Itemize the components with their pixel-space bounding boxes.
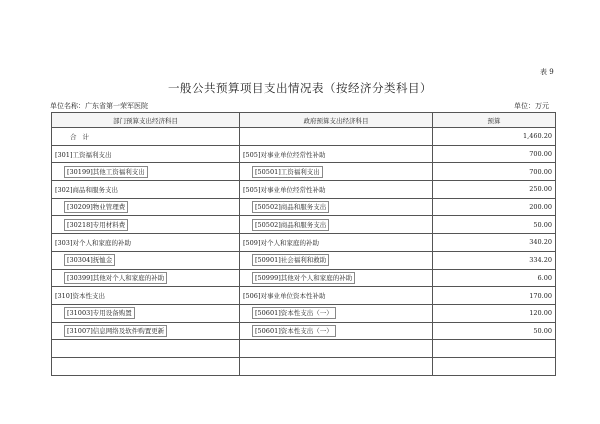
table-row xyxy=(52,322,556,340)
dept-subject xyxy=(52,198,240,216)
gov-subject xyxy=(240,322,433,340)
table-row xyxy=(52,304,556,322)
empty-row xyxy=(52,340,556,358)
gov-subject-text: [50502]商品和服务支出 xyxy=(252,219,329,231)
gov-subject-text: [50601]资本性支出（一） xyxy=(252,307,336,319)
empty-cell xyxy=(433,340,556,358)
gov-subject xyxy=(240,251,433,269)
dept-subject-text: [31003]专用设备购置 xyxy=(64,307,135,319)
budget-amount: 700.00 xyxy=(433,145,556,163)
dept-subject: [303]对个人和家庭的补助 xyxy=(52,234,240,252)
table-row xyxy=(52,269,556,287)
dept-subject xyxy=(52,251,240,269)
budget-amount: 50.00 xyxy=(433,216,556,234)
dept-subject-text: [30399]其他对个人和家庭的补助 xyxy=(64,272,167,284)
dept-subject-text: [30209]物业管理费 xyxy=(64,201,128,213)
empty-cell xyxy=(433,357,556,375)
unit-name: 单位名称：广东省第一荣军医院 xyxy=(50,102,148,110)
dept-subject-text: [30199]其他工资福利支出 xyxy=(64,166,148,178)
dept-subject: [302]商品和服务支出 xyxy=(52,181,240,199)
table-row xyxy=(52,251,556,269)
table-row xyxy=(52,198,556,216)
dept-subject xyxy=(52,304,240,322)
gov-subject-text: [50901]社会福利和救助 xyxy=(252,254,329,266)
empty-cell xyxy=(52,340,240,358)
gov-subject: [505]对事业单位经常性补助 xyxy=(240,181,433,199)
dept-subject: [301]工资福利支出 xyxy=(52,145,240,163)
report-title: 一般公共预算项目支出情况表（按经济分类科目） xyxy=(168,81,432,95)
total-row xyxy=(52,128,556,146)
page-number-label: 表 9 xyxy=(540,68,554,76)
table-header-row xyxy=(52,113,556,128)
gov-subject xyxy=(240,198,433,216)
table-row xyxy=(52,181,556,199)
gov-subject-text: [50999]其他对个人和家庭的补助 xyxy=(252,272,355,284)
dept-subject xyxy=(52,269,240,287)
header-dept-subject: 部门预算支出经济科目 xyxy=(52,113,240,128)
empty-row xyxy=(52,357,556,375)
header-gov-subject: 政府预算支出经济科目 xyxy=(240,113,433,128)
gov-subject xyxy=(240,216,433,234)
empty-cell xyxy=(240,340,433,358)
table-row xyxy=(52,234,556,252)
dept-subject: [310]资本性支出 xyxy=(52,287,240,305)
table-row xyxy=(52,163,556,181)
gov-subject-text: [50601]资本性支出（一） xyxy=(252,325,336,337)
budget-table xyxy=(51,112,556,376)
dept-subject-text: [30218]专用材料费 xyxy=(64,219,128,231)
budget-amount: 334.20 xyxy=(433,251,556,269)
empty-cell xyxy=(240,357,433,375)
budget-amount: 6.00 xyxy=(433,269,556,287)
header-budget: 预算 xyxy=(433,113,556,128)
empty-cell xyxy=(52,357,240,375)
dept-subject xyxy=(52,163,240,181)
table-row xyxy=(52,287,556,305)
gov-subject: [506]对事业单位资本性补助 xyxy=(240,287,433,305)
gov-subject xyxy=(240,304,433,322)
total-label: 合计 xyxy=(52,128,240,146)
gov-subject-text: [50501]工资福利支出 xyxy=(252,166,323,178)
gov-subject: [509]对个人和家庭的补助 xyxy=(240,234,433,252)
gov-subject xyxy=(240,269,433,287)
dept-subject xyxy=(52,322,240,340)
budget-amount: 170.00 xyxy=(433,287,556,305)
budget-amount: 700.00 xyxy=(433,163,556,181)
table-row xyxy=(52,216,556,234)
unit-measure: 单位：万元 xyxy=(514,102,549,110)
dept-subject xyxy=(52,216,240,234)
total-amount: 1,460.20 xyxy=(433,128,556,146)
table-row xyxy=(52,145,556,163)
budget-amount: 50.00 xyxy=(433,322,556,340)
dept-subject-text: [31007]信息网络及软件购置更新 xyxy=(64,325,167,337)
gov-subject xyxy=(240,163,433,181)
budget-amount: 200.00 xyxy=(433,198,556,216)
budget-amount: 120.00 xyxy=(433,304,556,322)
budget-amount: 340.20 xyxy=(433,234,556,252)
dept-subject-text: [30304]抚恤金 xyxy=(64,254,115,266)
total-gov-empty xyxy=(240,128,433,146)
gov-subject-text: [50502]商品和服务支出 xyxy=(252,201,329,213)
budget-amount: 250.00 xyxy=(433,181,556,199)
gov-subject: [505]对事业单位经常性补助 xyxy=(240,145,433,163)
